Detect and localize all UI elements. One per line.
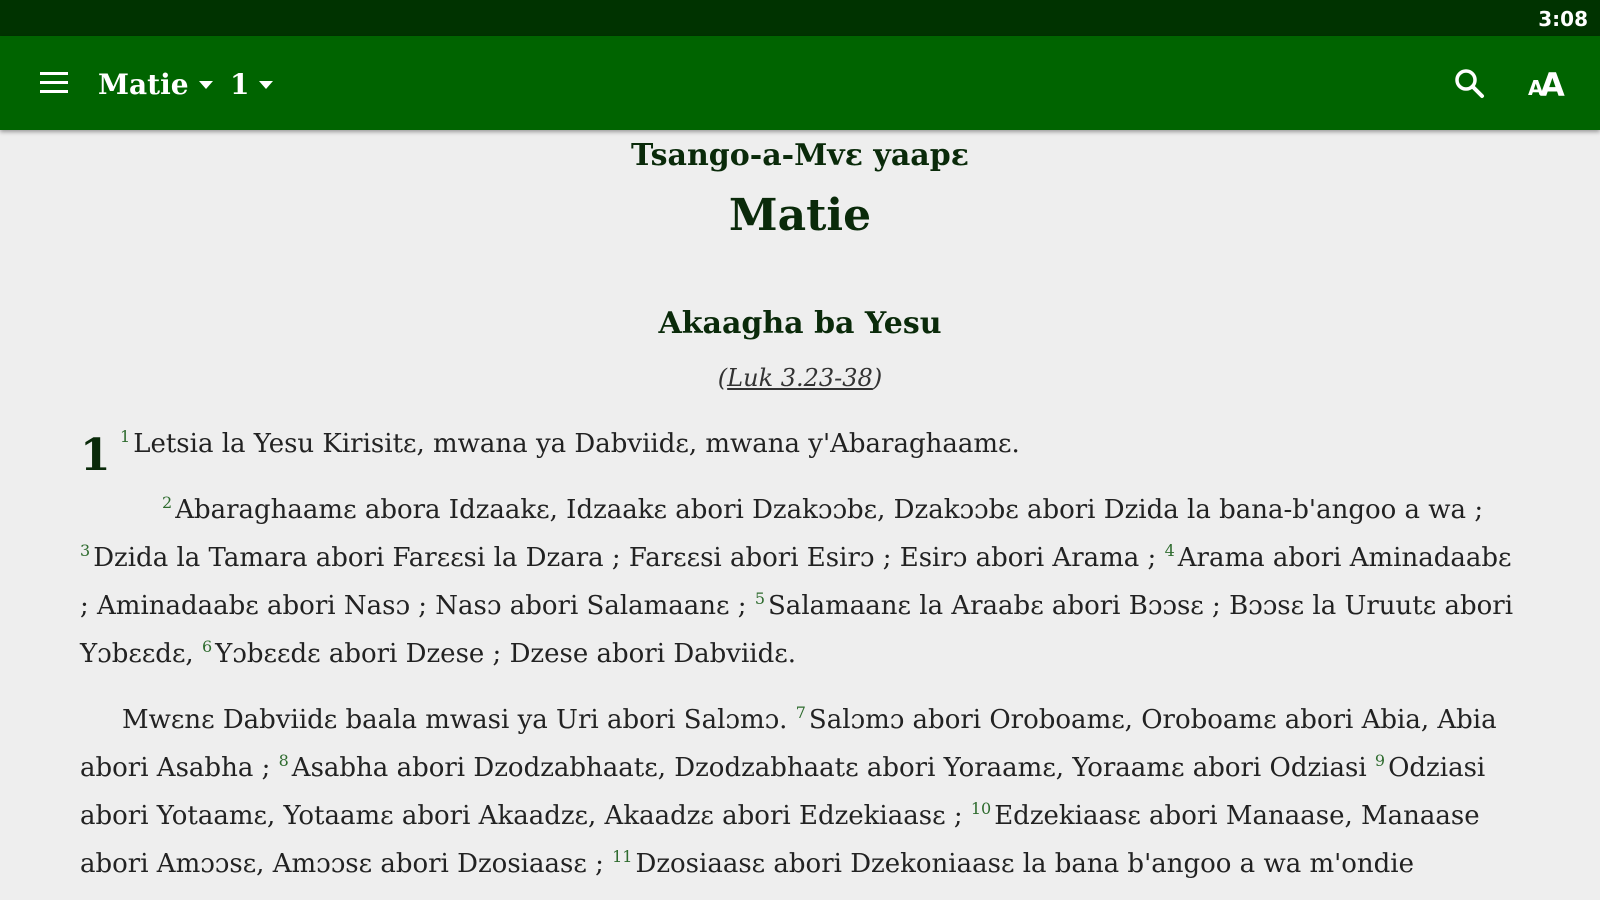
verse-number: 6 [201,637,213,656]
paragraph [120,420,1520,468]
book-long-title: Tsango-a-Mvɛ yaapɛ [631,138,969,173]
verse-text: Mwɛnɛ Dabviidɛ baala mwasi ya Uri abori Salɔmɔ. [122,705,788,735]
verse-text: Yɔbɛɛdɛ abori Dzese ; Dzese abori Dabviidɛ. [215,639,797,669]
verse-number: 1 [120,427,131,446]
verse-text: Dzida la Tamara abori Farɛɛsi la Dzara ; Farɛɛsi abori Esirɔ ; Esirɔ abori Arama ; [93,543,1157,573]
verse-number: 5 [754,589,765,608]
verse-number: 11 [612,847,633,866]
menu-button[interactable] [36,68,72,98]
verse-text: Letsia la Yesu Kirisitɛ, mwana ya Dabviidɛ, mwana y'Abaraghaamɛ. [133,429,1020,459]
verse-number: 3 [80,541,91,560]
verse-text: Asabha abori Dzodzabhaatɛ, Dzodzabhaatɛ abori Yoraamɛ, Yoraamɛ abori Odziasi [291,753,1367,783]
verse-text: Dzosiaasɛ abori Dzekoniaasɛ la bana b'angoo a wa m'ondie [635,849,1415,879]
book-title: Matie [728,190,872,241]
hamburger-menu-icon-bar-middle [40,81,68,84]
text-size-button[interactable] [1524,62,1568,106]
cross-reference-close-paren: ) [872,364,883,392]
verse-number: 10 [970,799,992,818]
book-dropdown-icon [199,81,213,89]
section-cross-reference [0,364,1600,392]
verse-text: Abaraghaamɛ abora Idzaakɛ, Idzaakɛ abori Dzakɔɔbɛ, Dzakɔɔbɛ abori Dzida la bana-b'angoo a wa ; [175,495,1484,525]
book-picker-label: Matie [98,67,189,101]
cross-reference-open-paren: ( [717,364,728,392]
book-picker[interactable] [98,64,213,104]
search-icon [1448,62,1492,106]
scripture-content[interactable] [0,130,1600,900]
chapter-picker[interactable] [230,64,273,104]
section-heading: Akaagha ba Yesu [658,306,942,341]
verse-number: 4 [1164,541,1175,560]
paragraph [80,486,1520,678]
chapter-dropdown-icon [259,81,273,89]
verse-text: Arama abori Aminadaabɛ ; Aminadaabɛ abori Nasɔ ; Nasɔ abori Salamaanɛ ; [80,543,1512,621]
verse-text: Odziasi abori Yotaamɛ, Yotaamɛ abori Akaadzɛ, Akaadzɛ abori Edzekiaasɛ ; [80,753,1486,831]
verse-number: 7 [795,703,806,722]
status-bar [0,0,1600,36]
hamburger-menu-icon-bar-top [40,72,68,75]
chapter-number: 1 [80,430,111,481]
status-clock: 3:08 [1538,7,1588,31]
cross-reference-link[interactable]: Luk 3.23-38 [727,364,873,392]
verse-number: 2 [162,493,173,512]
verse-number: 8 [278,751,289,770]
app-toolbar [0,36,1600,130]
hamburger-menu-icon-bar-bottom [40,90,68,93]
text-size-icon-large-a: A [1540,66,1565,104]
text-size-icon-small-a: A [1528,76,1544,100]
verse-text: Salɔmɔ abori Oroboamɛ, Oroboamɛ abori Abia, Abia abori Asabha ; [80,705,1497,783]
chapter-picker-label: 1 [230,67,250,101]
verse-text: Edzekiaasɛ abori Manaase, Manaase abori Amɔɔsɛ, Amɔɔsɛ abori Dzosiaasɛ ; [80,801,1480,879]
verse-text: Salamaanɛ la Araabɛ abori Bɔɔsɛ ; Bɔɔsɛ la Uruutɛ abori Yɔbɛɛdɛ, [80,591,1514,669]
search-button[interactable] [1448,62,1492,106]
verse-number: 9 [1374,751,1386,770]
paragraph [80,696,1520,888]
